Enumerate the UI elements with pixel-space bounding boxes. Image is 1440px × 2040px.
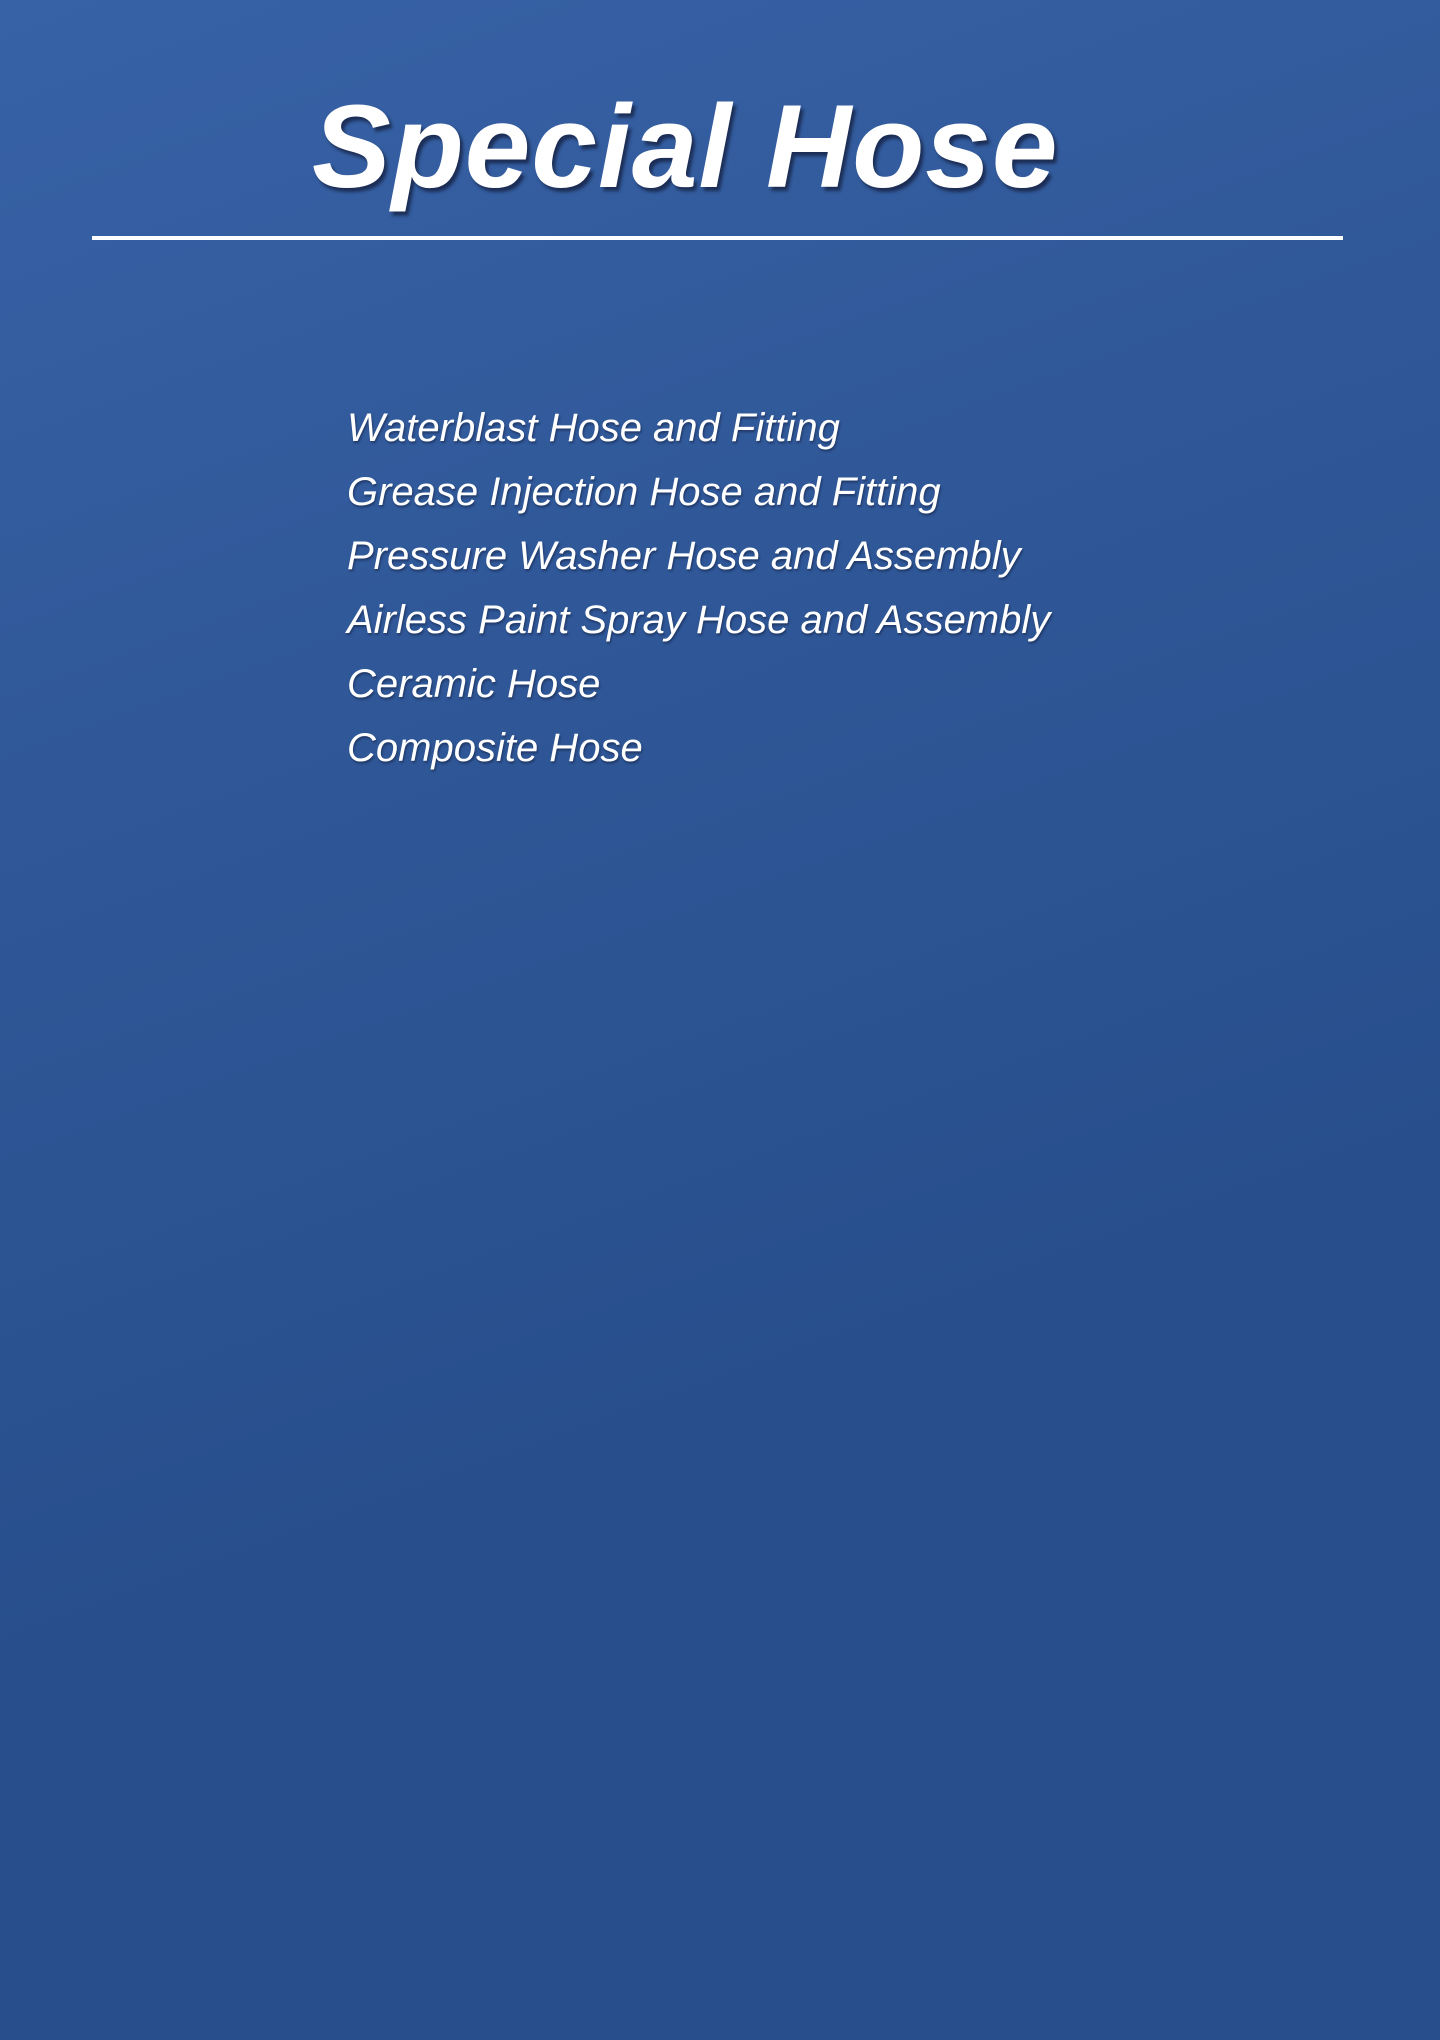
title-divider [92,236,1343,240]
product-list [347,396,1050,780]
product-item-waterblast-hose: Waterblast Hose and Fitting [347,406,840,450]
product-item-pressure-washer-hose: Pressure Washer Hose and Assembly [347,534,1021,578]
product-item-ceramic-hose: Ceramic Hose [347,662,601,706]
product-item-airless-paint-spray-hose: Airless Paint Spray Hose and Assembly [347,598,1051,642]
product-item-grease-injection-hose: Grease Injection Hose and Fitting [347,470,941,514]
page-title: Special Hose [312,81,1059,213]
product-item-composite-hose: Composite Hose [347,726,643,770]
